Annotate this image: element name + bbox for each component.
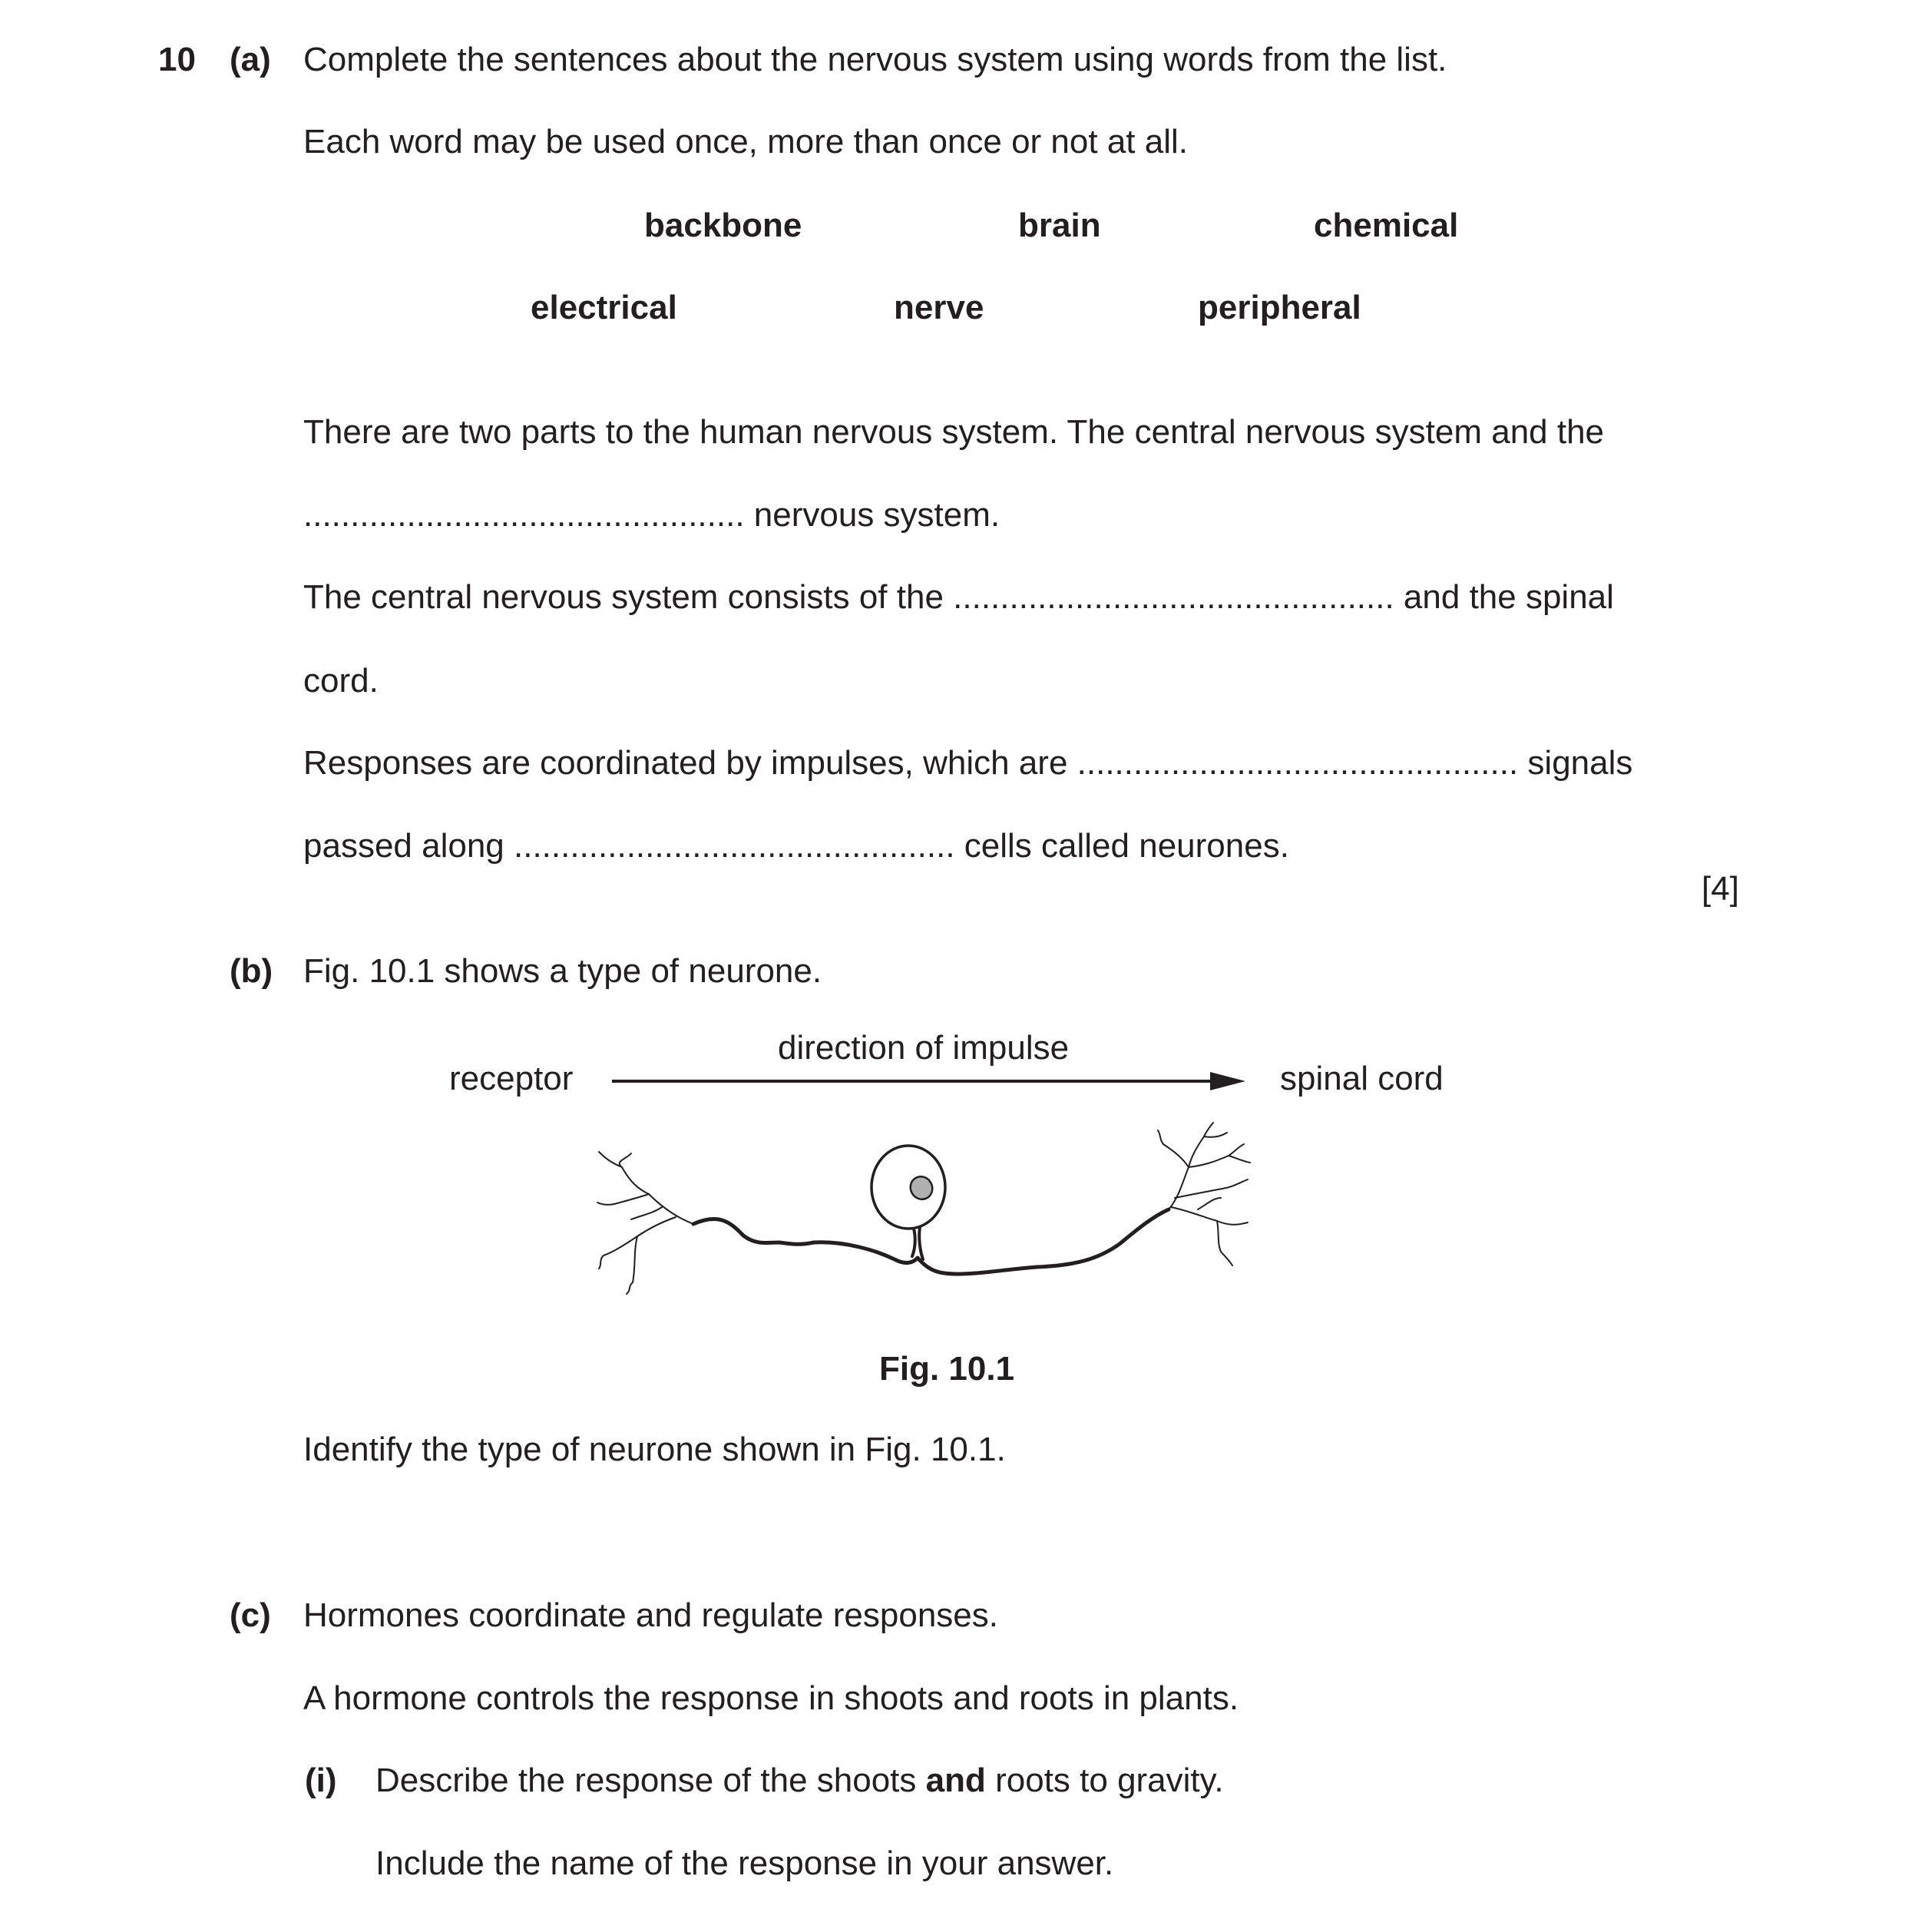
word-brain: brain (1018, 207, 1101, 244)
part-a-instruction: Complete the sentences about the nervous system using words from the list. (303, 41, 1447, 78)
sentence-line-3: The central nervous system consists of the ............................................... and the spinal (303, 578, 1614, 616)
word-backbone: backbone (644, 207, 802, 244)
answer-blank-4[interactable]: ............................................... (514, 827, 955, 865)
cell-body (871, 1146, 945, 1229)
label-spinal-cord: spinal cord (1280, 1060, 1444, 1097)
label-direction-of-impulse: direction of impulse (778, 1029, 1070, 1067)
part-c-context: A hormone controls the response in shoots and roots in plants. (303, 1679, 1239, 1717)
sub-part-i-label: (i) (305, 1762, 337, 1799)
word-electrical: electrical (531, 289, 677, 326)
direction-arrow (612, 1072, 1245, 1090)
sentence-line-2: ............................................... nervous system. (303, 496, 1000, 534)
question-number: 10 (158, 41, 196, 78)
sub-part-i-instruction: Include the name of the response in your answer. (375, 1844, 1114, 1882)
label-receptor: receptor (449, 1060, 574, 1097)
word-chemical: chemical (1314, 207, 1459, 244)
sentence-line-6: passed along ............................................... cells called neurones. (303, 827, 1289, 865)
part-a-label: (a) (230, 41, 271, 78)
part-a-note: Each word may be used once, more than once or not at all. (303, 123, 1188, 160)
sub-part-i-text: Describe the response of the shoots and roots to gravity. (375, 1762, 1224, 1799)
answer-blank-2[interactable]: ............................................... (953, 578, 1394, 616)
part-c-label: (c) (230, 1596, 271, 1634)
sentence-line-5: Responses are coordinated by impulses, which are ............................................... signals (303, 744, 1633, 782)
marks-part-a: [4] (1702, 870, 1739, 908)
sentence-line-4: cord. (303, 662, 379, 700)
answer-blank-3[interactable]: ............................................... (1077, 744, 1519, 782)
answer-blank-1[interactable]: ............................................... (303, 496, 745, 534)
sentence-line-1: There are two parts to the human nervous system. The central nervous system and the (303, 413, 1605, 451)
part-c-intro: Hormones coordinate and regulate responses. (303, 1596, 998, 1634)
part-b-intro: Fig. 10.1 shows a type of neurone. (303, 952, 822, 990)
word-nerve: nerve (894, 289, 984, 326)
part-b-question: Identify the type of neurone shown in Fig. 10.1. (303, 1431, 1006, 1468)
sensory-neurone-drawing (597, 1123, 1250, 1294)
part-b-label: (b) (230, 952, 273, 990)
word-peripheral: peripheral (1198, 289, 1361, 326)
figure-caption: Fig. 10.1 (879, 1350, 1015, 1388)
